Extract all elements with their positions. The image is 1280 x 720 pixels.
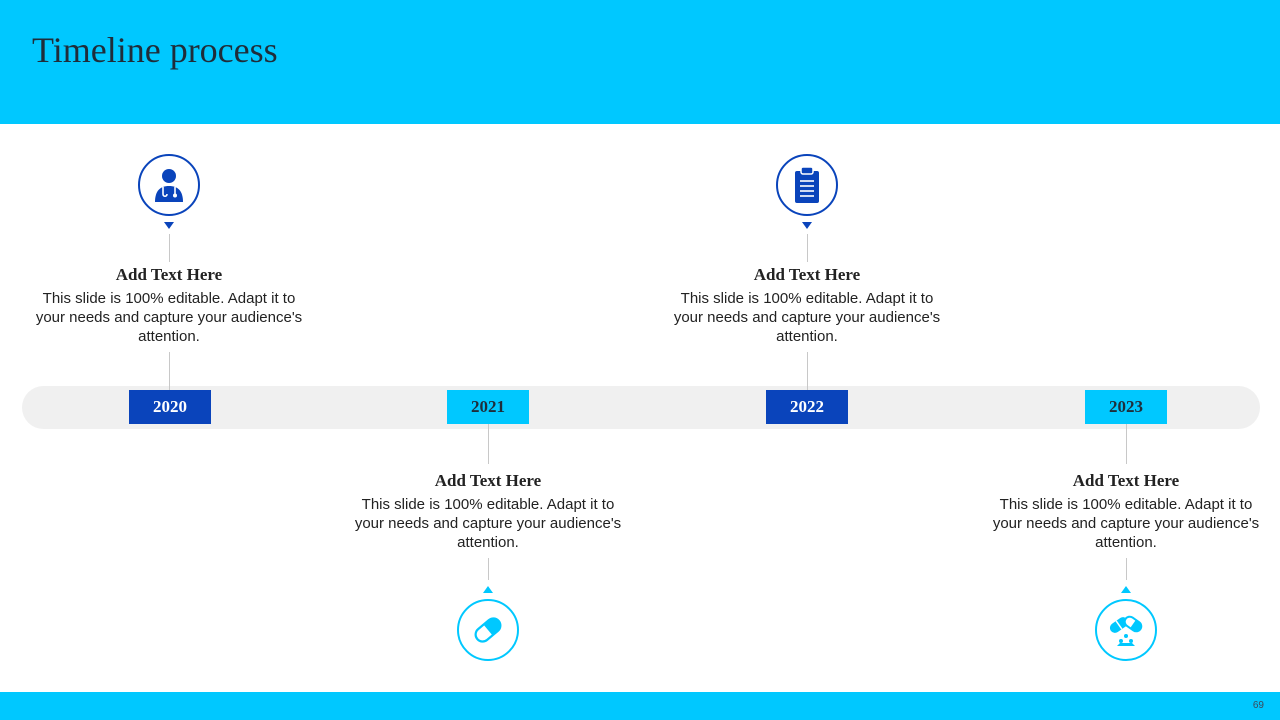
milestone-3-text <box>672 264 942 346</box>
milestone-3-pointer <box>802 222 812 229</box>
milestone-2-heading: Add Text Here <box>434 471 542 490</box>
milestone-2-connector-bottom <box>488 558 489 580</box>
milestone-3-connector-top <box>807 234 808 262</box>
milestone-1-icon-badge <box>138 154 200 216</box>
milestone-1-year: 2020 <box>129 390 211 424</box>
milestone-3-heading: Add Text Here <box>753 265 861 284</box>
milestone-3-connector-bottom <box>807 352 808 390</box>
milestone-3-year: 2022 <box>766 390 848 424</box>
milestone-1-body: This slide is 100% editable. Adapt it to your needs and capture your audience's attention. <box>35 290 303 345</box>
milestone-4-heading: Add Text Here <box>1072 471 1180 490</box>
clipboard-icon <box>792 166 822 204</box>
milestone-1-pointer <box>164 222 174 229</box>
pill-capsule-icon <box>470 612 506 648</box>
milestone-4-text <box>991 470 1261 552</box>
milestone-4-pointer <box>1121 586 1131 593</box>
milestone-2-text <box>353 470 623 552</box>
milestone-1-connector-top <box>169 234 170 262</box>
milestone-2-icon-badge <box>457 599 519 661</box>
milestone-4-icon-badge <box>1095 599 1157 661</box>
milestone-1-text <box>34 264 304 346</box>
milestone-3-body: This slide is 100% editable. Adapt it to your needs and capture your audience's attention. <box>673 290 941 345</box>
milestone-4-year: 2023 <box>1085 390 1167 424</box>
milestone-4-connector-top <box>1126 424 1127 464</box>
milestone-4-connector-bottom <box>1126 558 1127 580</box>
milestone-2-body: This slide is 100% editable. Adapt it to your needs and capture your audience's attention. <box>354 496 622 551</box>
milestone-3-icon-badge <box>776 154 838 216</box>
header-bar <box>0 0 1280 124</box>
page-title: Timeline process <box>32 30 278 70</box>
milestone-4-body: This slide is 100% editable. Adapt it to your needs and capture your audience's attention. <box>992 496 1260 551</box>
page-number: 69 <box>1252 700 1264 711</box>
milestone-2-pointer <box>483 586 493 593</box>
milestone-2-connector-top <box>488 424 489 464</box>
doctor-stethoscope-icon <box>152 167 186 203</box>
medicine-pills-icon <box>1107 612 1145 648</box>
milestone-2-year: 2021 <box>447 390 529 424</box>
milestone-1-connector-bottom <box>169 352 170 390</box>
milestone-1-heading: Add Text Here <box>115 265 223 284</box>
footer-bar <box>0 692 1280 720</box>
